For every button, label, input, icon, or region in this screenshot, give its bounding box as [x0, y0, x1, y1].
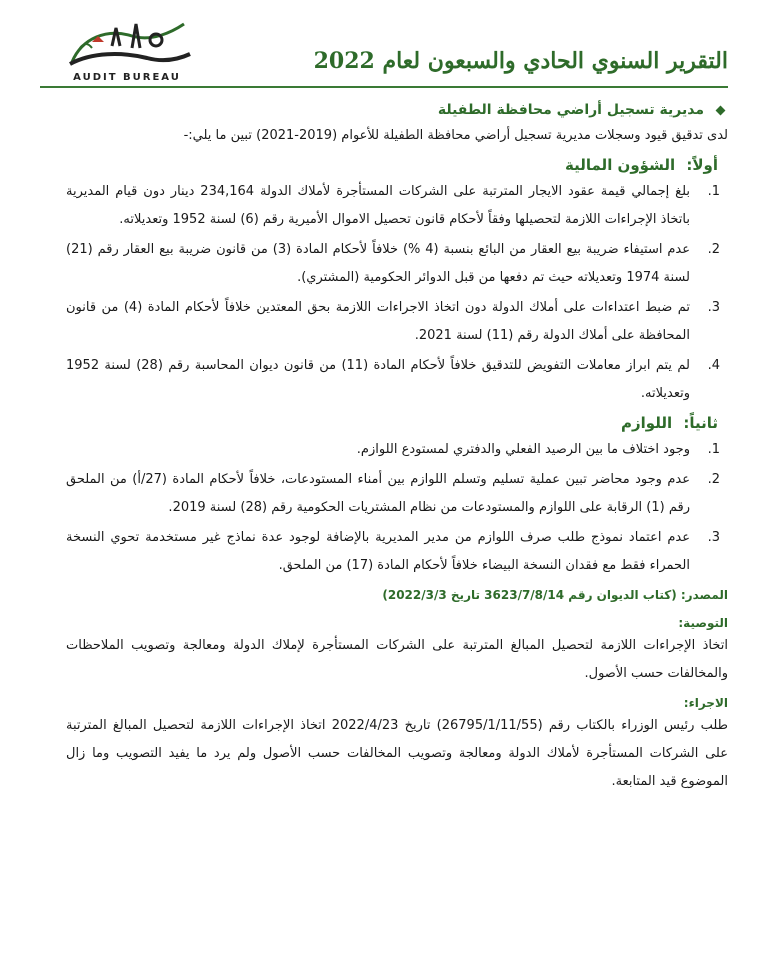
recommendation-text: اتخاذ الإجراءات اللازمة لتحصيل المبالغ المترتبة على الشركات المستأجرة لإملاك الدولة ومعالجة وتصويب الملاحظات والمخالفات حسب الأصول. — [66, 638, 728, 681]
section-heading — [66, 102, 728, 118]
item-number: 2. — [707, 242, 720, 257]
financial-title: الشؤون المالية — [565, 156, 676, 174]
item-number: 3. — [707, 300, 720, 315]
supplies-heading — [66, 414, 718, 432]
list-item — [66, 178, 728, 234]
financial-list — [66, 178, 728, 408]
item-text: تم ضبط اعتداءات على أملاك الدولة دون اتخاذ الاجراءات اللازمة بحق المعتدين خلافاً لأحكام المادة (4) من قانون المحافظة على أملاك الدولة رقم (11) لسنة 2021. — [66, 300, 690, 343]
diamond-icon — [716, 106, 726, 116]
list-item — [66, 436, 728, 464]
item-number: 1. — [707, 184, 720, 199]
supplies-number: ثانياً: — [683, 414, 718, 432]
financial-heading — [66, 156, 718, 174]
action-label: الاجراء: — [683, 696, 728, 710]
item-text: عدم استيفاء ضريبة بيع العقار من البائع بنسبة (4 %) خلافاً لأحكام المادة (3) من قانون ضريبة بيع العقار رقم (21) لسنة 1974 وتعديلاته حيث تم دفعها من قبل الدوائر الحكومية (المشتري). — [66, 242, 690, 285]
item-text: بلغ إجمالي قيمة عقود الايجار المترتبة على الشركات المستأجرة لأملاك الدولة 234,164 دينار دون قيام المديرية باتخاذ الإجراءات اللازمة لتحصيلها وفقاً لأحكام قانون تحصيل الاموال الأميرية رقم (6) لسنة 1952 وتعديلاته. — [66, 184, 690, 227]
report-title: التقرير السنوي الحادي والسبعون لعام 2022 — [313, 48, 728, 74]
page-header — [0, 0, 768, 100]
list-item — [66, 352, 728, 408]
logo-emblem-icon — [52, 18, 202, 74]
item-number: 2. — [707, 472, 720, 487]
item-number: 1. — [707, 442, 720, 457]
source-reference: المصدر: (كتاب الديوان رقم 3623/7/8/14 تاريخ 2022/3/3) — [382, 588, 728, 602]
item-text: لم يتم ابراز معاملات التفويض للتدقيق خلافاً لأحكام المادة (11) من قانون ديوان المحاسبة رقم (28) لسنة 1952 وتعديلاته. — [66, 358, 690, 401]
recommendation-label: التوصية: — [678, 616, 728, 630]
item-text: عدم اعتماد نموذج طلب صرف اللوازم من مدير المديرية بالإضافة لوجود عدة نماذج غير مستخدمة تحوي النسخة الحمراء فقط مع فقدان النسخة البيضاء خلافاً لأحكام المادة (17) من الملحق. — [66, 530, 690, 573]
item-number: 4. — [707, 358, 720, 373]
list-item — [66, 524, 728, 580]
supplies-title: اللوازم — [621, 414, 673, 432]
financial-number: أولاً: — [686, 156, 718, 174]
header-divider — [40, 86, 728, 88]
item-text: عدم وجود محاضر تبين عملية تسليم وتسلم اللوازم بين أمناء المستودعات، خلافاً لأحكام المادة (27/أ) من الملحق رقم (1) الرقابة على اللوازم والمستودعات من نظام المشتريات الحكومية رقم (28) لسنة 2019. — [66, 472, 690, 515]
audit-bureau-logo — [52, 18, 202, 84]
section-title: مديرية تسجيل أراضي محافظة الطفيلة — [437, 102, 704, 118]
list-item — [66, 466, 728, 522]
list-item — [66, 294, 728, 350]
report-content — [66, 96, 728, 796]
item-text: وجود اختلاف ما بين الرصيد الفعلي والدفتري لمستودع اللوازم. — [356, 442, 690, 457]
supplies-list — [66, 436, 728, 580]
list-item — [66, 236, 728, 292]
section-intro: لدى تدقيق قيود وسجلات مديرية تسجيل أراضي محافظة الطفيلة للأعوام (2019-2021) تبين ما يلي:- — [183, 128, 728, 143]
item-number: 3. — [707, 530, 720, 545]
logo-caption: AUDIT BUREAU — [73, 72, 181, 83]
action-text: طلب رئيس الوزراء بالكتاب رقم (26795/1/11/55) تاريخ 2022/4/23 اتخاذ الإجراءات اللازمة لتحصيل المبالغ المترتبة على الشركات المستأجرة لأملاك الدولة ومعالجة وتصويب المخالفات حسب الأصول ولم يرد ما يفيد التصويب وما زال الموضوع قيد المتابعة. — [66, 718, 728, 789]
